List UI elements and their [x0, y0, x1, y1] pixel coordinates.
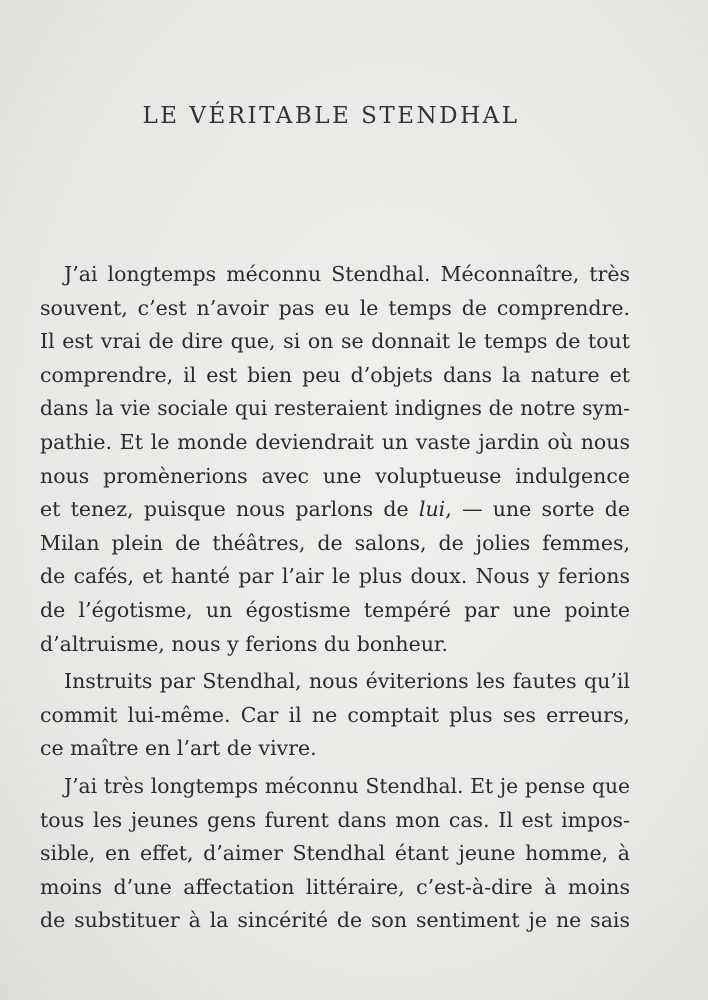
text-line: sible, en effet, d’aimer Stendhal étant jeune homme, à [40, 841, 630, 866]
text-line: nous promènerions avec une voluptueuse indulgence [40, 463, 630, 488]
paragraph [40, 258, 630, 661]
text-line: de cafés, et hanté par l’air le plus doux. Nous y ferions [40, 564, 630, 589]
text-line: moins d’une affectation littéraire, c’est-à-dire à moins [40, 874, 630, 899]
emphasis: lui [418, 497, 446, 522]
text-line: comprendre, il est bien peu d’objets dans la nature et [40, 362, 630, 387]
text-line: de l’égotisme, un égostisme tempéré par une pointe [40, 597, 630, 622]
text-line: J’ai longtemps méconnu Stendhal. Méconnaître, très [64, 262, 630, 286]
text-line: commit lui-même. Car il ne comptait plus ses erreurs, [40, 702, 630, 727]
body-text [40, 258, 630, 938]
text-line: d’altruisme, nous y ferions du bonheur. [40, 631, 448, 656]
text-line: de substituer à la sincérité de son sentiment je ne sais [40, 908, 630, 933]
text-line: dans la vie sociale qui resteraient indignes de notre sym- [40, 396, 630, 421]
text-line: Il est vrai de dire que, si on se donnait le temps de tout [40, 329, 630, 354]
paragraph [40, 770, 630, 938]
text-line: pathie. Et le monde deviendrait un vaste jardin où nous [40, 429, 630, 454]
paragraph [40, 665, 630, 766]
text-line: souvent, c’est n’avoir pas eu le temps de comprendre. [40, 295, 630, 320]
text-line: ce maître en l’art de vivre. [40, 736, 317, 761]
text-line: Milan plein de théâtres, de salons, de jolies femmes, [40, 530, 630, 555]
text-line: Instruits par Stendhal, nous éviterions les fautes qu’il [64, 669, 630, 694]
text-line: tous les jeunes gens furent dans mon cas. Il est impos- [40, 807, 630, 832]
text-line: J’ai très longtemps méconnu Stendhal. Et je pense que [64, 773, 630, 798]
text-line: et tenez, puisque nous parlons de lui, — une sorte de [40, 497, 630, 522]
chapter-title: LE VÉRITABLE STENDHAL [142, 103, 520, 129]
